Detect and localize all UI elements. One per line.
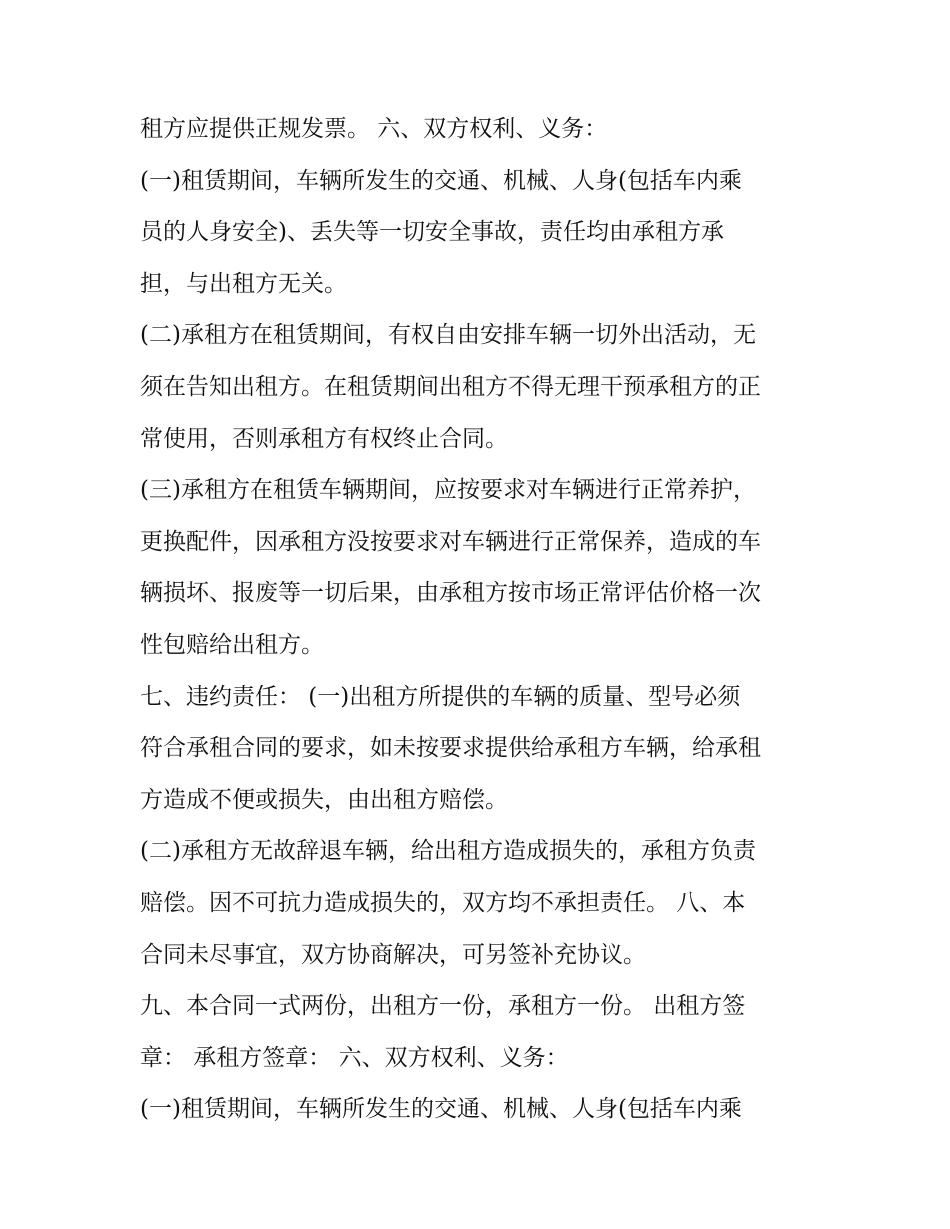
text-line: 辆损坏、报废等一切后果，由承租方按市场正常评估价格一次: [140, 580, 761, 607]
text-line: 符合承租合同的要求，如未按要求提供给承租方车辆，给承租: [140, 735, 761, 762]
text-line: 七、违约责任： (一)出租方所提供的车辆的质量、型号必须: [140, 683, 741, 710]
text-line: 章： 承租方签章： 六、双方权利、义务：: [140, 1044, 569, 1071]
text-line: (二)承租方在租赁期间，有权自由安排车辆一切外出活动，无: [140, 322, 756, 349]
text-line: (二)承租方无故辞退车辆，给出租方造成损失的，承租方负责: [140, 838, 756, 865]
text-line: (一)租赁期间，车辆所发生的交通、机械、人身(包括车内乘: [140, 167, 742, 194]
text-line: (三)承租方在租赁车辆期间，应按要求对车辆进行正常养护，: [140, 477, 756, 504]
text-line: 方造成不便或损失，由出租方赔偿。: [140, 786, 508, 813]
text-line: 常使用，否则承租方有权终止合同。: [140, 425, 508, 452]
text-line: 担，与出租方无关。: [140, 270, 347, 297]
text-line: 赔偿。因不可抗力造成损失的，双方均不承担责任。 八、本: [140, 889, 746, 916]
text-line: 更换配件，因承租方没按要求对车辆进行正常保养，造成的车: [140, 528, 761, 555]
text-line: 性包赔给出租方。: [140, 631, 324, 658]
text-line: 员的人身安全)、丢失等一切安全事故，责任均由承租方承: [140, 219, 724, 246]
text-line: 合同未尽事宜，双方协商解决，可另签补充协议。: [140, 941, 646, 968]
text-line: 九、本合同一式两份，出租方一份，承租方一份。 出租方签: [140, 993, 746, 1020]
text-line: 须在告知出租方。在租赁期间出租方不得无理干预承租方的正: [140, 373, 761, 400]
text-line: (一)租赁期间，车辆所发生的交通、机械、人身(包括车内乘: [140, 1096, 742, 1123]
text-line: 租方应提供正规发票。 六、双方权利、义务：: [140, 116, 608, 142]
document-body: [140, 104, 830, 1136]
